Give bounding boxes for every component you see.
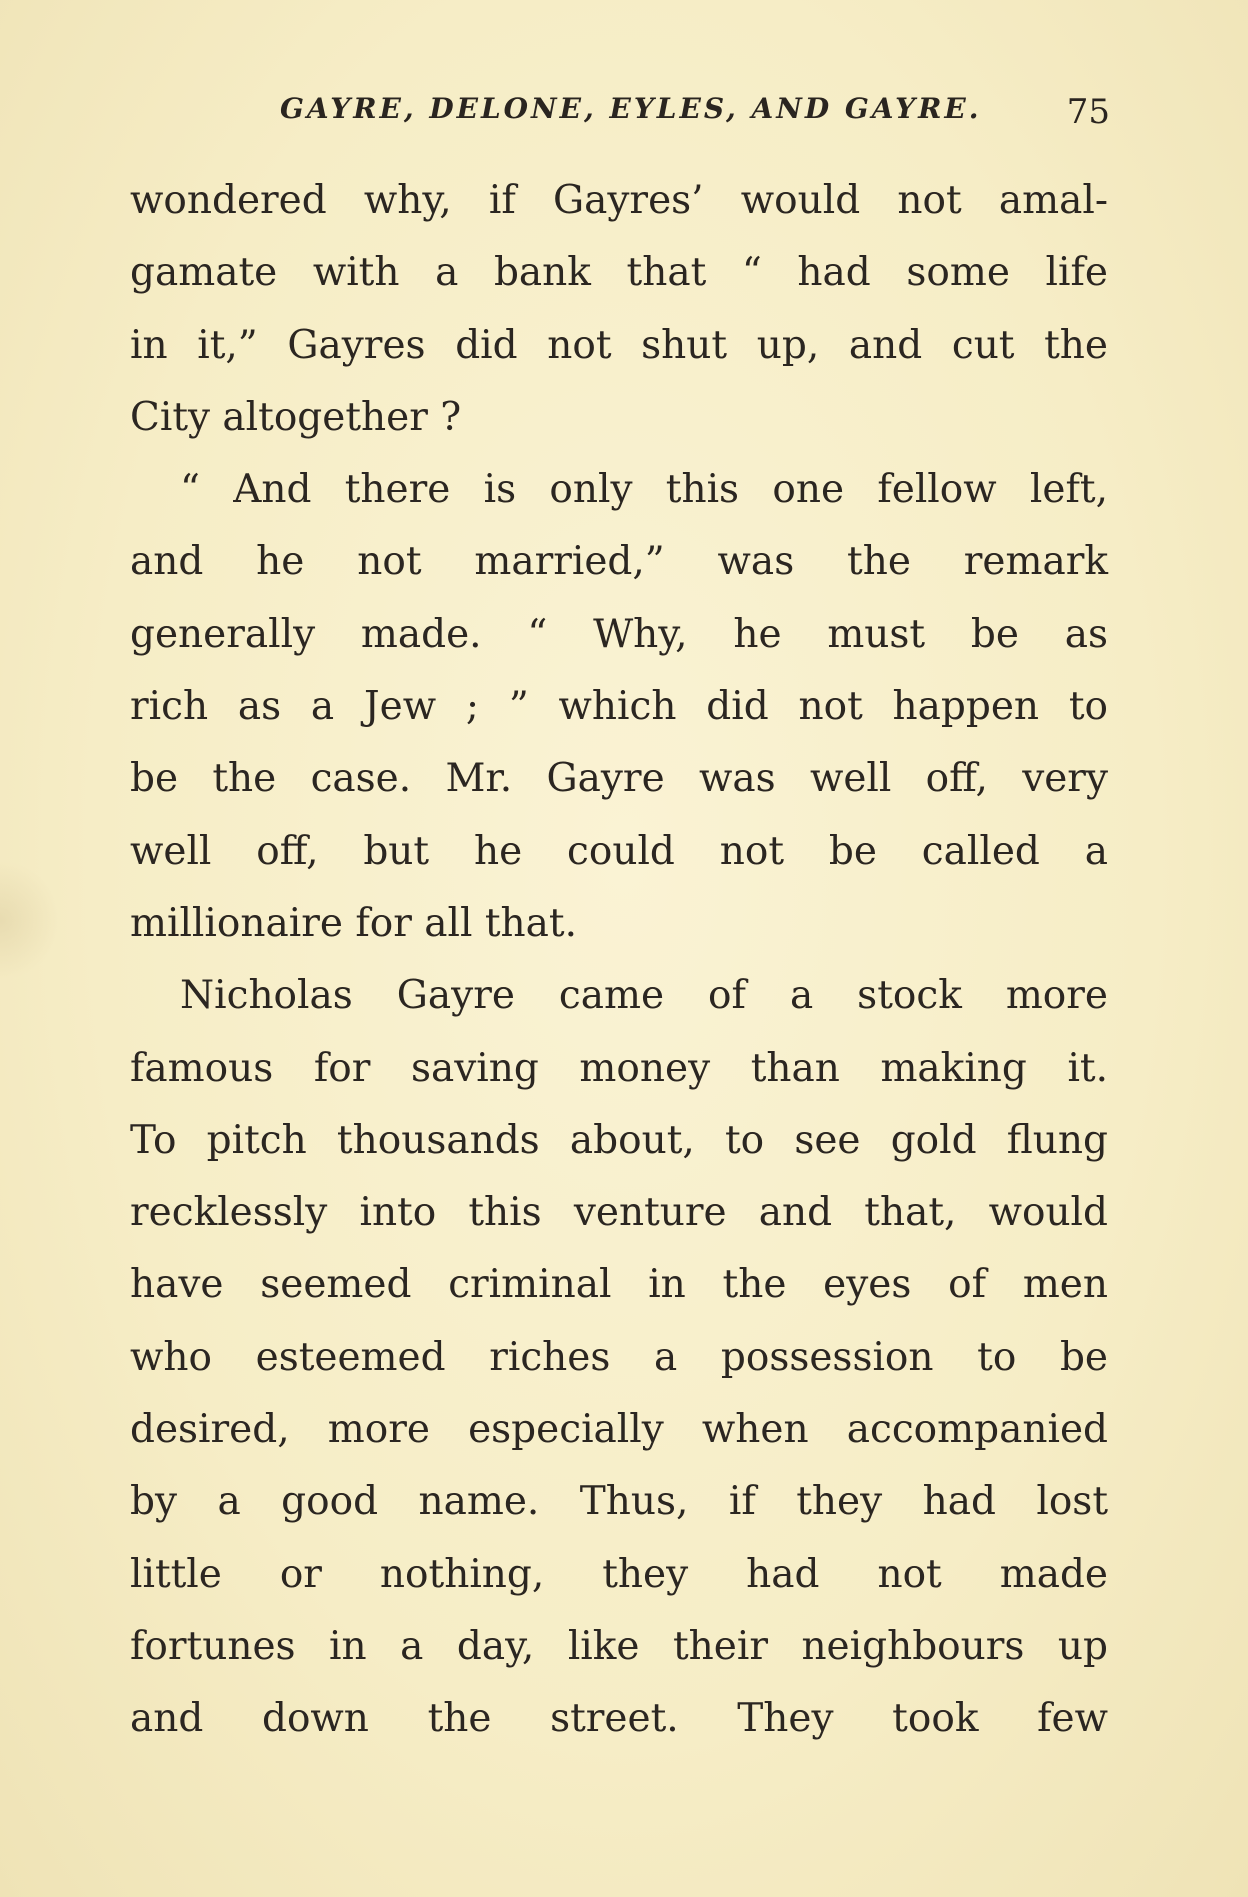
text-line: millionaire for all that.	[130, 900, 577, 946]
page-number: 75	[1066, 92, 1110, 132]
body-text	[130, 165, 1108, 1756]
text-line: “ And there is only this one fellow left,	[180, 467, 1108, 513]
text-line: City altogether ?	[130, 394, 462, 440]
text-line: wondered why, if Gayres’ would not amal-	[130, 178, 1108, 223]
text-line: well off, but he could not be called a	[130, 828, 1108, 874]
text-line: famous for saving money than making it.	[130, 1045, 1108, 1091]
text-line: who esteemed riches a possession to be	[130, 1334, 1108, 1380]
text-line: and he not married,” was the remark	[130, 539, 1108, 585]
running-header	[130, 84, 1110, 144]
text-line: recklessly into this venture and that, would	[130, 1190, 1108, 1236]
text-line: be the case. Mr. Gayre was well off, very	[130, 756, 1108, 802]
text-line: fortunes in a day, like their neighbours up	[130, 1623, 1108, 1669]
text-line: Nicholas Gayre came of a stock more	[180, 973, 1108, 1019]
text-line: by a good name. Thus, if they had lost	[130, 1479, 1108, 1525]
text-line: To pitch thousands about, to see gold flung	[130, 1117, 1108, 1163]
text-line: generally made. “ Why, he must be as	[130, 611, 1108, 657]
running-title: GAYRE, DELONE, EYLES, AND GAYRE.	[280, 92, 982, 125]
text-line: gamate with a bank that “ had some life	[130, 250, 1108, 296]
text-line: in it,” Gayres did not shut up, and cut the	[130, 322, 1108, 368]
page-smudge	[0, 860, 60, 980]
text-line: and down the street. They took few	[130, 1696, 1108, 1742]
text-line: have seemed criminal in the eyes of men	[130, 1262, 1108, 1308]
text-line: desired, more especially when accompanied	[130, 1407, 1108, 1453]
text-line: rich as a Jew ; ” which did not happen to	[130, 684, 1108, 730]
text-line: little or nothing, they had not made	[130, 1551, 1108, 1597]
